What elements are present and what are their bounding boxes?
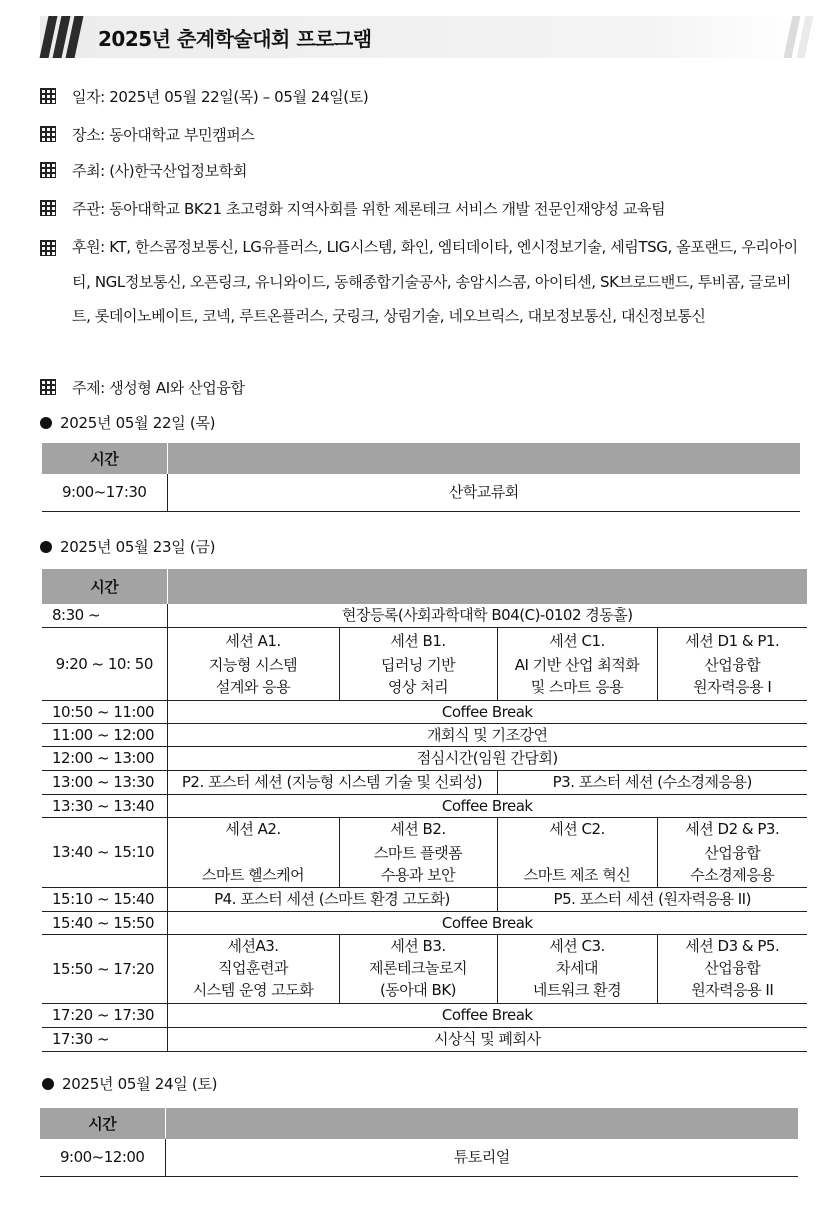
table-row: 13:40 ~ 15:10 세션 A2. 스마트 헬스케어 세션 B2. 스마트 플랫폼 수용과 보안 세션 C2. 스마트 제조 혁신 세션 D2 & P3. 산업융합 수소경제응용	[42, 817, 807, 887]
day2-heading: 2025년 05월 23일 (금)	[40, 536, 215, 557]
session-c1: 세션 C1. AI 기반 산업 최적화 및 스마트 응용	[497, 627, 657, 700]
session-a2: 세션 A2. 스마트 헬스케어	[167, 817, 339, 887]
session-a1: 세션 A1. 지능형 시스템 설계와 응용	[167, 627, 339, 700]
day1-heading: 2025년 05월 22일 (목)	[40, 412, 215, 433]
table-row: 9:00~17:30 산학교류회	[42, 474, 800, 511]
grid-bullet-icon	[40, 379, 56, 395]
table-row: 13:00 ~ 13:30 P2. 포스터 세션 (지능형 시스템 기술 및 신뢰성) P3. 포스터 세션 (수소경제응용)	[42, 770, 807, 794]
session-b3: 세션 B3. 제론테크놀로지 (동아대 BK)	[339, 934, 497, 1003]
page-title: 2025년 춘계학술대회 프로그램	[98, 27, 372, 51]
table-row: 9:00~12:00 튜토리얼	[40, 1139, 798, 1176]
session-b1: 세션 B1. 딥러닝 기반 영상 처리	[339, 627, 497, 700]
column-header-time: 시간	[40, 1108, 165, 1139]
bullet-dot-icon	[40, 417, 52, 429]
table-row: 12:00 ~ 13:00 점심시간(임원 간담회)	[42, 746, 807, 770]
table-row: 10:50 ~ 11:00 Coffee Break	[42, 700, 807, 723]
session-d1-p1: 세션 D1 & P1. 산업융합 원자력응용 I	[657, 627, 807, 700]
table-row: 15:40 ~ 15:50 Coffee Break	[42, 911, 807, 934]
table-row: 11:00 ~ 12:00 개회식 및 기조강연	[42, 723, 807, 746]
table-row: 9:20 ~ 10: 50 세션 A1. 지능형 시스템 설계와 응용 세션 B1. 딥러닝 기반 영상 처리 세션 C1. AI 기반 산업 최적화 및 스마트 응용 세션 D1 & P1. 산업융합 원자력응용 I	[42, 627, 807, 700]
table-row: 17:30 ~ 시상식 및 폐회사	[42, 1027, 807, 1051]
session-d2-p3: 세션 D2 & P3. 산업융합 수소경제응용	[657, 817, 807, 887]
table-row: 13:30 ~ 13:40 Coffee Break	[42, 794, 807, 817]
column-header-time: 시간	[42, 569, 167, 604]
session-c2: 세션 C2. 스마트 제조 혁신	[497, 817, 657, 887]
table-row: 15:10 ~ 15:40 P4. 포스터 세션 (스마트 환경 고도화) P5. 포스터 세션 (원자력응용 II)	[42, 887, 807, 911]
title-bar	[40, 16, 800, 58]
day3-table	[40, 1108, 798, 1177]
grid-bullet-icon	[40, 126, 56, 142]
grid-bullet-icon	[40, 162, 56, 178]
table-row: 15:50 ~ 17:20 세션A3. 직업훈련과 시스템 운영 고도화 세션 B3. 제론테크놀로지 (동아대 BK) 세션 C3. 차세대 네트워크 환경 세션 D3 & P5. 산업융합 원자력응용 II	[42, 934, 807, 1003]
bullet-dot-icon	[42, 1078, 54, 1090]
grid-bullet-icon	[40, 240, 56, 256]
session-c3: 세션 C3. 차세대 네트워크 환경	[497, 934, 657, 1003]
session-a3: 세션A3. 직업훈련과 시스템 운영 고도화	[167, 934, 339, 1003]
table-row: 17:20 ~ 17:30 Coffee Break	[42, 1003, 807, 1027]
title-decoration	[40, 16, 100, 58]
day3-heading: 2025년 05월 24일 (토)	[42, 1073, 217, 1094]
session-d3-p5: 세션 D3 & P5. 산업융합 원자력응용 II	[657, 934, 807, 1003]
grid-bullet-icon	[40, 88, 56, 104]
grid-bullet-icon	[40, 200, 56, 216]
column-header-time: 시간	[42, 443, 167, 474]
table-row: 8:30 ~ 현장등록(사회과학대학 B04(C)-0102 경동홀)	[42, 604, 807, 627]
bullet-dot-icon	[40, 541, 52, 553]
day1-table	[42, 443, 800, 512]
session-b2: 세션 B2. 스마트 플랫폼 수용과 보안	[339, 817, 497, 887]
day2-table	[42, 569, 807, 1052]
